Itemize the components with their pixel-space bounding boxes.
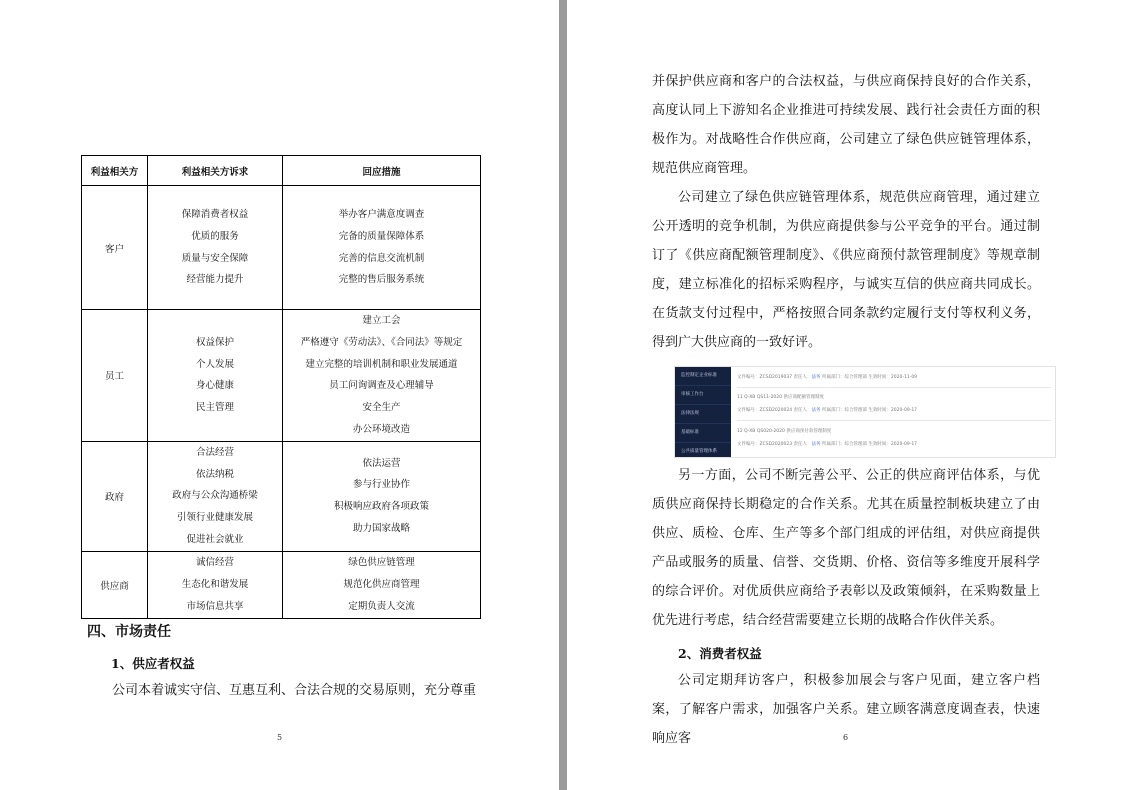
measures-cell bbox=[283, 551, 481, 618]
cell-line: 优质的服务 bbox=[191, 230, 239, 242]
cell-line: 合法经营 bbox=[195, 446, 234, 458]
paragraph-text: 公司本着诚实守信、互惠互利、合法合规的交易原则，充分尊重 bbox=[112, 683, 477, 698]
cell-line: 建立完整的培训机制和职业发展通道 bbox=[305, 358, 458, 370]
meta-link: 法务 bbox=[811, 442, 821, 447]
table-row bbox=[82, 310, 481, 442]
body-paragraph bbox=[652, 67, 1040, 357]
embedded-sidebar-item: 公共质量管理体系 bbox=[675, 443, 731, 458]
cell-line: 员工问询调查及心理辅导 bbox=[329, 380, 434, 392]
sub-heading: 2、消费者权益 bbox=[678, 646, 762, 661]
cell-line: 积极响应政府各项政策 bbox=[333, 501, 429, 513]
demands-cell bbox=[148, 551, 283, 618]
embedded-doc-title: 12 Q-XB QS020-2020 供应商预付款管理制度 bbox=[737, 429, 832, 434]
cell-line: 参与行业协作 bbox=[352, 479, 410, 491]
party-cell: 政府 bbox=[82, 441, 148, 551]
cell-line: 个人发展 bbox=[195, 358, 234, 370]
party-cell: 员工 bbox=[82, 310, 148, 442]
cell-line: 引领行业健康发展 bbox=[176, 512, 253, 524]
measures-cell bbox=[283, 441, 481, 551]
embedded-sidebar bbox=[675, 367, 731, 457]
cell-line: 安全生产 bbox=[362, 402, 401, 414]
cell-line: 促进社会就业 bbox=[186, 533, 244, 545]
cell-line: 保障消费者权益 bbox=[181, 208, 249, 220]
embedded-sidebar-item: 法律法规 bbox=[675, 405, 731, 424]
cell-line: 举办客户满意度调查 bbox=[338, 208, 425, 220]
meta-text: 文件编号：ZCSD2019037 责任人： bbox=[737, 375, 812, 380]
divider bbox=[737, 387, 1051, 388]
cell-line: 经营能力提升 bbox=[186, 274, 244, 286]
table-row bbox=[82, 186, 481, 310]
cell-line: 严格遵守《劳动法》、《合同法》等规定 bbox=[300, 336, 463, 348]
embedded-sidebar-item: 审核工作台 bbox=[675, 386, 731, 405]
cell-line: 完备的质量保障体系 bbox=[338, 230, 425, 242]
cell-line: 诚信经营 bbox=[195, 557, 234, 569]
cell-line: 办公环境改造 bbox=[352, 423, 410, 435]
cell-line: 完善的信息交流机制 bbox=[338, 252, 425, 264]
section-heading: 四、市场责任 bbox=[87, 624, 171, 640]
body-paragraph bbox=[652, 461, 1040, 635]
divider bbox=[737, 420, 1051, 421]
paragraph-text: 公司定期拜访客户，积极参加展会与客户见面，建立客户档案，了解客户需求，加强客户关系。建立顾客满意度调查表，快速响应客 bbox=[652, 673, 1040, 746]
embedded-doc-meta bbox=[737, 441, 1051, 447]
sub-heading: 1、供应者权益 bbox=[111, 656, 195, 671]
cell-line: 绿色供应链管理 bbox=[348, 557, 415, 569]
cell-line: 市场信息共享 bbox=[186, 600, 244, 612]
stakeholder-table bbox=[81, 155, 481, 619]
page-number: 6 bbox=[843, 733, 849, 742]
measures-cell bbox=[283, 310, 481, 442]
embedded-sidebar-item: 监控制定企业标准 bbox=[675, 367, 731, 386]
cell-line: 助力国家战略 bbox=[352, 523, 410, 535]
cell-line: 完整的售后服务系统 bbox=[338, 274, 425, 286]
cell-line: 权益保护 bbox=[195, 336, 234, 348]
paragraph-text: 另一方面，公司不断完善公平、公正的供应商评估体系，与优质供应商保持长期稳定的合作关系。尤其在质量控制板块建立了由供应、质检、仓库、生产等多个部门组成的评估组，对供应商提供产品或服务的质量、信誉、交货期、价格、资信等多维度开展科学的综合评价。对优质供应商给予表彰以及政策倾斜，在采购数量上优先进行考虑，结合经营需要建立长期的战略合作伙伴关系。 bbox=[652, 468, 1040, 628]
meta-text: 所属部门：综合管理部 生效时间：2020-11-09 bbox=[820, 375, 918, 380]
document-page-left bbox=[0, 0, 559, 790]
table-header: 回应措施 bbox=[283, 156, 481, 186]
embedded-doc-meta bbox=[737, 407, 1051, 413]
meta-text: 文件编号：ZCSD2020024 责任人： bbox=[737, 408, 812, 413]
page-number: 5 bbox=[277, 733, 283, 742]
table-header-row bbox=[82, 156, 481, 186]
cell-line: 建立工会 bbox=[362, 315, 401, 326]
paragraph-text: 公司建立了绿色供应链管理体系，规范供应商管理，通过建立公开透明的竞争机制，为供应商提供参与公平竞争的平台。通过制订了《供应商配额管理制度》、《供应商预付款管理制度》等规章制度，建立标准化的招标采购程序，与诚实互信的供应商共同成长。在货款支付过程中，严格按照合同条款约定履行支付等权利义务，得到广大供应商的一致好评。 bbox=[652, 190, 1040, 350]
cell-line: 定期负责人交流 bbox=[348, 600, 415, 612]
embedded-sidebar-item: 基础标准 bbox=[675, 424, 731, 443]
table-header: 利益相关方诉求 bbox=[148, 156, 283, 186]
demands-cell bbox=[148, 441, 283, 551]
cell-line: 依法纳税 bbox=[195, 468, 234, 480]
party-cell: 客户 bbox=[82, 186, 148, 310]
paragraph-text: 并保护供应商和客户的合法权益，与供应商保持良好的合作关系，高度认同上下游知名企业推进可持续发展、践行社会责任方面的积极作为。对战略性合作供应商，公司建立了绿色供应链管理体系，规范供应商管理。 bbox=[652, 74, 1040, 176]
cell-line: 政府与公众沟通桥梁 bbox=[172, 490, 258, 502]
body-paragraph bbox=[112, 676, 482, 705]
cell-line: 质量与安全保障 bbox=[181, 252, 249, 264]
table-row bbox=[82, 551, 481, 618]
meta-text: 所属部门：综合管理部 生效时间：2020-09-17 bbox=[820, 408, 918, 413]
table-header: 利益相关方 bbox=[82, 156, 148, 186]
party-cell: 供应商 bbox=[82, 551, 148, 618]
demands-cell bbox=[148, 186, 283, 310]
measures-cell bbox=[283, 186, 481, 310]
meta-text: 所属部门：综合管理部 生效时间：2020-09-17 bbox=[820, 442, 918, 447]
cell-line: 生态化和谐发展 bbox=[181, 578, 249, 590]
cell-line: 身心健康 bbox=[195, 380, 234, 392]
meta-link: 法务 bbox=[811, 375, 821, 380]
table-row bbox=[82, 441, 481, 551]
meta-text: 文件编号：ZCSD2020023 责任人： bbox=[737, 442, 812, 447]
embedded-doc-meta bbox=[737, 374, 1051, 380]
cell-line: 规范化供应商管理 bbox=[343, 578, 420, 590]
meta-link: 法务 bbox=[811, 408, 821, 413]
demands-cell bbox=[148, 310, 283, 442]
cell-line: 民主管理 bbox=[195, 402, 234, 414]
cell-line: 依法运营 bbox=[362, 457, 401, 469]
embedded-screenshot bbox=[674, 366, 1056, 458]
embedded-doc-title: 11 Q-XB QS11-2020 供应商配额管理制度 bbox=[737, 395, 824, 400]
